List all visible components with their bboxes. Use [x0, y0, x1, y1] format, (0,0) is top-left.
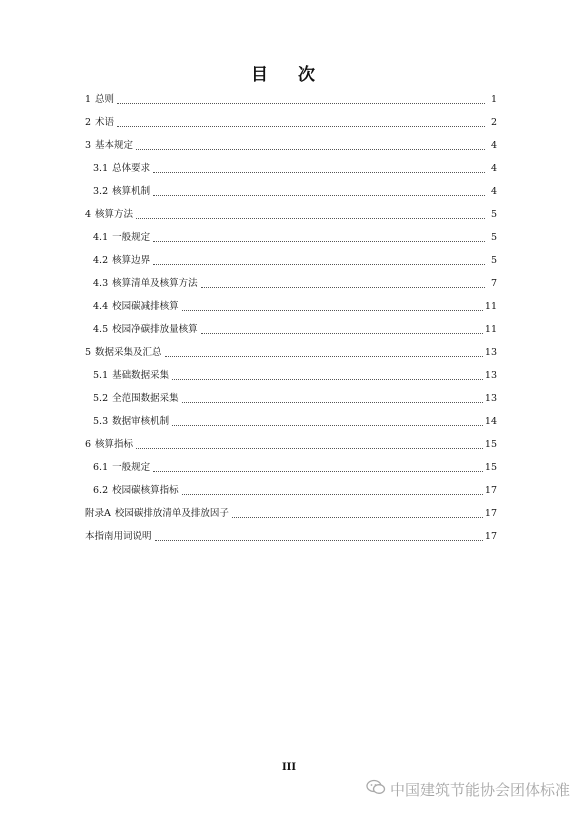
toc-entry [85, 92, 497, 108]
toc-label: 总则 [95, 94, 115, 105]
toc-page: 11 [484, 324, 497, 335]
toc-number: 4.4 [93, 301, 109, 312]
toc-number: 附录A [85, 508, 111, 519]
toc-label: 核算指标 [95, 439, 134, 450]
toc-page: 13 [484, 347, 497, 358]
toc-entry [85, 161, 497, 177]
toc-number: 5.3 [93, 416, 109, 427]
toc-entry [85, 230, 497, 246]
toc-label: 总体要求 [112, 163, 151, 174]
toc-page: 15 [484, 462, 497, 473]
toc-entry [85, 184, 497, 200]
toc-entry [85, 207, 497, 223]
dot-leader [201, 332, 483, 334]
toc-label: 本指南用词说明 [85, 531, 152, 542]
toc-number: 3.2 [93, 186, 109, 197]
toc-entry [85, 460, 497, 476]
toc-label: 术语 [95, 117, 115, 128]
toc-page: 13 [484, 370, 497, 381]
toc-number: 5.2 [93, 393, 109, 404]
toc-entry [85, 391, 497, 407]
toc-entry [85, 138, 497, 154]
toc-page: 15 [484, 439, 497, 450]
toc-page: 17 [484, 508, 497, 519]
toc-page: 1 [490, 94, 497, 105]
dot-leader [172, 424, 483, 426]
dot-leader [136, 148, 485, 150]
toc-number: 4 [85, 209, 92, 220]
toc-number: 4.1 [93, 232, 109, 243]
toc-label: 基础数据采集 [112, 370, 170, 381]
toc-label: 校园净碳排放量核算 [112, 324, 198, 335]
dot-leader [153, 194, 485, 196]
toc-label: 数据采集及汇总 [95, 347, 162, 358]
dot-leader [136, 447, 483, 449]
toc-page: 4 [490, 140, 497, 151]
dot-leader [182, 309, 483, 311]
toc-page: 5 [490, 255, 497, 266]
dot-leader [153, 263, 485, 265]
dot-leader [153, 470, 483, 472]
toc-entry [85, 437, 497, 453]
dot-leader [153, 171, 485, 173]
toc-label: 校园碳减排核算 [112, 301, 179, 312]
toc-number: 6 [85, 439, 92, 450]
dot-leader [136, 217, 485, 219]
page-title: 目 次 [251, 65, 327, 85]
toc-page: 17 [484, 485, 497, 496]
dot-leader [117, 125, 485, 127]
toc-page: 5 [490, 232, 497, 243]
toc-page: 7 [490, 278, 497, 289]
toc-entry [85, 276, 497, 292]
toc-number: 6.2 [93, 485, 109, 496]
toc-entry [85, 483, 497, 499]
toc-label: 校园碳排放清单及排放因子 [114, 508, 229, 519]
dot-leader [153, 240, 485, 242]
toc-number: 6.1 [93, 462, 109, 473]
dot-leader [201, 286, 485, 288]
toc-entry [85, 253, 497, 269]
toc-entry [85, 368, 497, 384]
toc-label: 校园碳核算指标 [112, 485, 179, 496]
toc-label: 数据审核机制 [112, 416, 170, 427]
toc-label: 核算清单及核算方法 [112, 278, 198, 289]
toc-page: 13 [484, 393, 497, 404]
toc-entry [85, 299, 497, 315]
toc-number: 3 [85, 140, 92, 151]
watermark [366, 778, 570, 800]
toc-page: 11 [484, 301, 497, 312]
toc-entry [85, 345, 497, 361]
toc-page: 14 [484, 416, 497, 427]
watermark-text: 中国建筑节能协会团体标准 [390, 780, 571, 799]
toc-page: 2 [490, 117, 497, 128]
toc-number: 4.2 [93, 255, 109, 266]
toc-page: 4 [490, 186, 497, 197]
toc-label: 一般规定 [112, 232, 151, 243]
dot-leader [182, 401, 483, 403]
toc-label: 核算机制 [112, 186, 151, 197]
toc-entry [85, 115, 497, 131]
toc-number: 2 [85, 117, 92, 128]
toc-label: 基本规定 [95, 140, 134, 151]
dot-leader [165, 355, 483, 357]
toc-number: 5 [85, 347, 92, 358]
toc-entry [85, 414, 497, 430]
wechat-icon [366, 779, 390, 799]
toc-page: 17 [484, 531, 497, 542]
toc-label: 一般规定 [112, 462, 151, 473]
toc-label: 核算边界 [112, 255, 151, 266]
dot-leader [172, 378, 483, 380]
toc-number: 4.5 [93, 324, 109, 335]
toc-label: 全范围数据采集 [112, 393, 179, 404]
toc-page: 4 [490, 163, 497, 174]
dot-leader [182, 493, 483, 495]
dot-leader [117, 102, 485, 104]
dot-leader [232, 516, 483, 518]
toc-number: 3.1 [93, 163, 109, 174]
toc-page: 5 [490, 209, 497, 220]
toc-entry [85, 506, 497, 522]
dot-leader [155, 539, 483, 541]
page-number: III [281, 762, 297, 773]
toc-number: 1 [85, 94, 92, 105]
toc-number: 5.1 [93, 370, 109, 381]
toc-number: 4.3 [93, 278, 109, 289]
toc-entry [85, 322, 497, 338]
toc-entry [85, 529, 497, 545]
toc-label: 核算方法 [95, 209, 134, 220]
